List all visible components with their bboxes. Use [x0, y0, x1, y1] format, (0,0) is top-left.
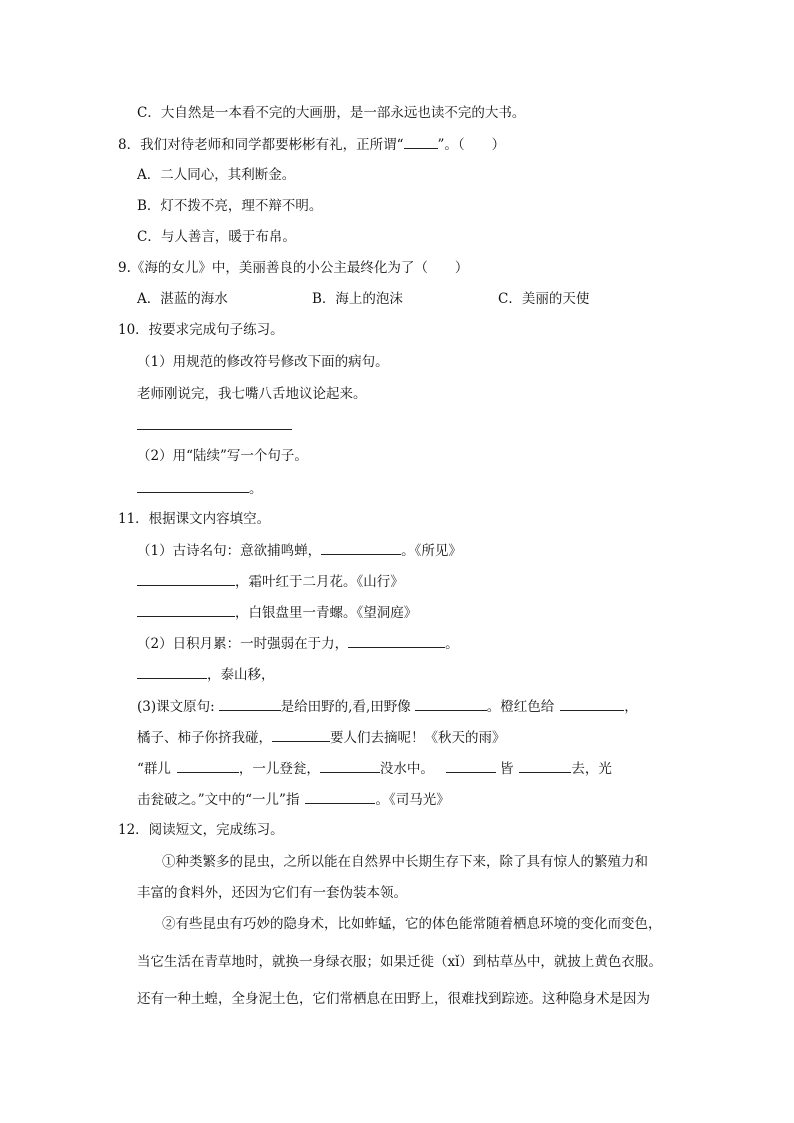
q11-p3-line2-text-b: 要人们去摘呢！《秋天的雨》	[330, 730, 506, 746]
q11-p2-line2-text: ，泰山移，	[207, 667, 275, 683]
q11-p3-blank-1[interactable]	[219, 697, 281, 711]
q10-part1	[137, 353, 389, 371]
q9-option-b	[312, 290, 403, 308]
q11-p2-blank-1[interactable]	[348, 634, 445, 648]
q11-p3-blank-9[interactable]	[305, 790, 375, 804]
q9-stem-text: 9.《海的女儿》中，美丽善良的小公主最终化为了（ ）	[118, 260, 469, 276]
q12-para2-line1	[162, 915, 662, 933]
q11-p1-line3-text: ，白银盘里一青螺。《望洞庭》	[235, 605, 418, 621]
q11-p2-blank-2[interactable]	[137, 665, 207, 679]
q9-stem	[118, 259, 468, 277]
q11-p3-line2-text-a: 橘子、柿子你挤我碰，	[137, 730, 272, 746]
q10-sentence	[137, 385, 367, 403]
q8-answer-blank[interactable]	[404, 135, 438, 149]
q10-sentence-text: 老师刚说完，我七嘴八舌地议论起来。	[137, 386, 367, 402]
q11-p3-blank-8[interactable]	[519, 759, 571, 773]
q11-p1-text-a: （1）古诗名句：意欲捕鸣蝉，	[137, 543, 322, 559]
q8-option-b	[137, 197, 322, 215]
q11-p3-blank-6[interactable]	[320, 759, 380, 773]
q8-stem-text-b: ”。（ ）	[437, 137, 506, 153]
q10-end-mark: 。	[249, 481, 263, 497]
q12-para1-line2-text: 丰富的食料外，还因为它们有一套伪装本领。	[137, 885, 407, 901]
q11-p1-blank-1[interactable]	[321, 541, 401, 555]
q10-answer-line-1[interactable]	[137, 416, 292, 435]
q11-p1-line2-text: ，霜叶红于二月花。《山行》	[235, 574, 404, 590]
q12-para2-line2	[137, 953, 662, 971]
q9-option-c-text: C．美丽的天使	[498, 291, 590, 307]
q11-p3-blank-7[interactable]	[446, 759, 496, 773]
q11-p3-line3-text-a: “群儿	[137, 761, 171, 777]
q11-p2-line2	[137, 665, 275, 684]
q12-para2-line2-text: 当它生活在青草地时，就换一身绿衣服；如果迁徙（xǐ）到枯草丛中，就披上黄色衣服。	[137, 954, 662, 970]
q12-para2-line3-text: 还有一种土蝗，全身泥土色，它们常栖息在田野上，很难找到踪迹。这种隐身术是因为	[137, 991, 650, 1007]
q11-p3-line3-text-d: 皆	[499, 761, 514, 777]
q11-p3-line4-text-b: 。《司马光》	[375, 792, 450, 808]
q9-option-a	[137, 290, 228, 308]
q12-para1-line2	[137, 884, 407, 902]
q12-stem	[118, 821, 284, 839]
q9-option-b-text: B．海上的泡沫	[312, 291, 403, 307]
q11-p3-blank-2[interactable]	[415, 697, 487, 711]
q11-p3-line3-text-b: ，一儿登瓮，	[238, 761, 320, 777]
q7-option-c	[137, 104, 525, 122]
q11-p3-line3	[137, 759, 612, 778]
q12-para1-line1-text: ①种类繁多的昆虫，之所以能在自然界中长期生存下来，除了具有惊人的繁殖力和	[162, 854, 648, 870]
q11-p1-line1	[137, 541, 462, 560]
q11-p3-line4	[137, 790, 450, 809]
q11-stem	[118, 510, 270, 528]
q11-p1-line2	[137, 572, 404, 591]
q11-p3-line1	[137, 697, 638, 716]
q8-stem-text-a: 8．我们对待老师和同学都要彬彬有礼，正所谓“	[118, 137, 404, 153]
q12-para2-line3	[137, 990, 650, 1008]
q11-p1-text-b: 。《所见》	[401, 543, 462, 559]
q8-stem	[118, 135, 505, 154]
q11-p3-line3-text-c: 没水中。	[379, 761, 434, 777]
q11-p3-blank-3[interactable]	[560, 697, 624, 711]
q10-blank-2[interactable]	[137, 479, 249, 493]
q11-p3-line3-text-e: 去，光	[571, 761, 612, 777]
q12-para1-line1	[162, 853, 648, 871]
q10-stem-text: 10．按要求完成句子练习。	[118, 322, 284, 338]
q10-answer-line-2	[137, 479, 263, 498]
q11-p3-text-b: 是给田野的,看,田野像	[280, 699, 411, 715]
q11-p1-blank-2[interactable]	[137, 572, 235, 586]
q10-part1-text: （1）用规范的修改符号修改下面的病句。	[137, 354, 389, 370]
q11-p3-text-c: 。橙红色给	[486, 699, 555, 715]
q11-p2-line1	[137, 634, 459, 653]
q11-p3-line4-text-a: 击瓮破之。”文中的“一儿”指	[137, 792, 300, 808]
q11-p3-line2	[137, 728, 506, 747]
q10-part2	[137, 447, 308, 465]
q10-stem	[118, 321, 284, 339]
q9-option-a-text: A．湛蓝的海水	[137, 291, 228, 307]
q12-para2-line1-text: ②有些昆虫有巧妙的隐身术，比如蚱蜢，它的体色能常随着栖息环境的变化而变色，	[162, 916, 662, 932]
q9-option-c	[498, 290, 589, 308]
q11-p3-blank-4[interactable]	[272, 728, 330, 742]
q10-part2-text: （2）用“陆续”写一个句子。	[137, 448, 308, 464]
q11-p3-text-d: ，	[624, 699, 638, 715]
q8-option-c-text: C．与人善言，暖于布帛。	[137, 229, 296, 245]
q8-option-a-text: A．二人同心，其利断金。	[137, 167, 296, 183]
q8-option-b-text: B．灯不拨不亮，理不辩不明。	[137, 198, 323, 214]
q10-blank-1[interactable]	[137, 416, 292, 430]
q11-p2-text-a: （2）日积月累：一时强弱在于力，	[137, 636, 349, 652]
q7-option-c-text: C．大自然是一本看不完的大画册，是一部永远也读不完的大书。	[137, 105, 526, 121]
q11-p2-text-b: 。	[445, 636, 459, 652]
q11-p1-line3	[137, 603, 417, 622]
q12-stem-text: 12．阅读短文，完成练习。	[118, 822, 284, 838]
q11-p3-text-a: (3)课文原句:	[137, 699, 215, 715]
q11-stem-text: 11．根据课文内容填空。	[118, 511, 271, 527]
q11-p1-blank-3[interactable]	[137, 603, 235, 617]
q11-p3-blank-5[interactable]	[177, 759, 239, 773]
q8-option-a	[137, 166, 295, 184]
q8-option-c	[137, 228, 296, 246]
